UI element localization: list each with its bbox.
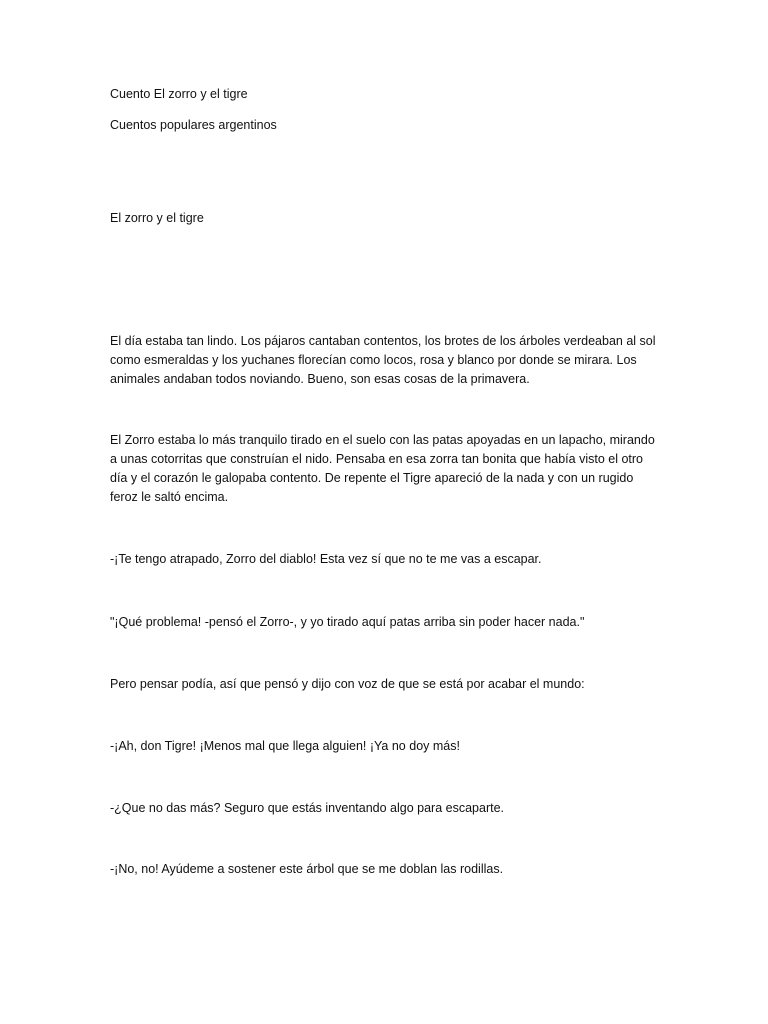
paragraph-3: -¡Te tengo atrapado, Zorro del diablo! Esta vez sí que no te me vas a escapar. bbox=[110, 552, 542, 566]
paragraph-6: -¡Ah, don Tigre! ¡Menos mal que llega alguien! ¡Ya no doy más! bbox=[110, 739, 460, 753]
document-subtitle: Cuentos populares argentinos bbox=[110, 118, 277, 132]
story-heading: El zorro y el tigre bbox=[110, 211, 204, 225]
paragraph-4: "¡Qué problema! -pensó el Zorro-, y yo tirado aquí patas arriba sin poder hacer nada." bbox=[110, 615, 585, 629]
paragraph-1: El día estaba tan lindo. Los pájaros cantaban contentos, los brotes de los árboles verdeaban al sol como esmeraldas y los yuchanes florecían como locos, rosa y blanco por donde se mirara. Los animales andaban todos noviando. Bueno, son esas cosas de la primavera. bbox=[110, 334, 656, 386]
paragraph-8: -¡No, no! Ayúdeme a sostener este árbol que se me doblan las rodillas. bbox=[110, 862, 504, 876]
paragraph-7: -¿Que no das más? Seguro que estás inventando algo para escaparte. bbox=[110, 801, 505, 815]
paragraph-2: El Zorro estaba lo más tranquilo tirado en el suelo con las patas apoyadas en un lapacho, mirando a unas cotorritas que construían el nido. Pensaba en esa zorra tan bonita que había visto el otro día y el corazón le galopaba contento. De repente el Tigre apareció de la nada y con un rugido feroz le saltó encima. bbox=[110, 433, 655, 504]
paragraph-5: Pero pensar podía, así que pensó y dijo con voz de que se está por acabar el mundo: bbox=[110, 677, 585, 691]
document-title: Cuento El zorro y el tigre bbox=[110, 87, 248, 101]
